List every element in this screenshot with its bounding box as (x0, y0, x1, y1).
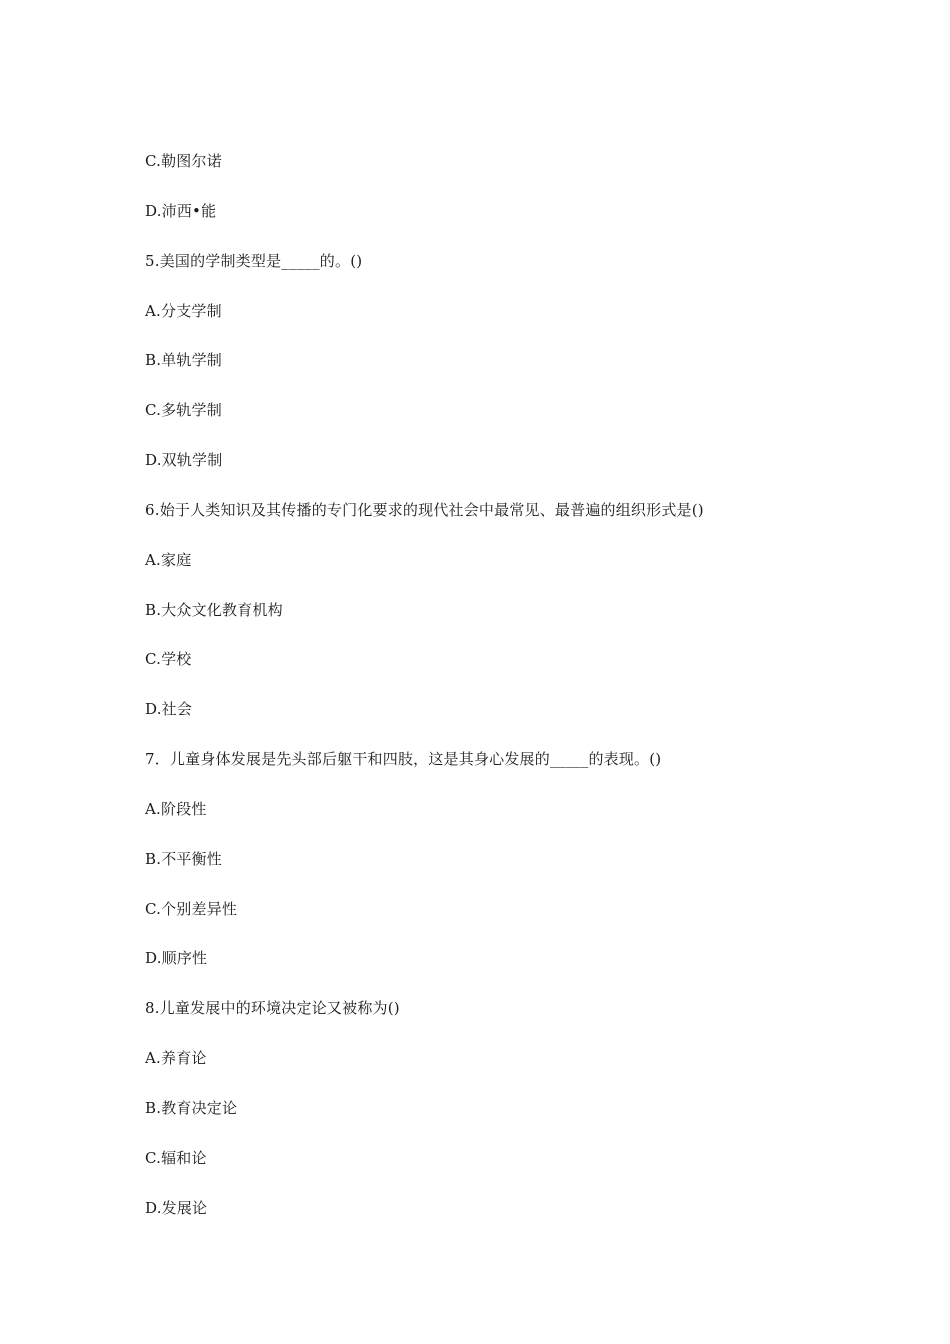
option-b-q7: B.不平衡性 (145, 850, 222, 868)
option-c-q4: C.勒图尔诺 (145, 152, 222, 170)
option-a-q6: A.家庭 (145, 551, 192, 569)
question-6: 6.始于人类知识及其传播的专门化要求的现代社会中最常见、最普遍的组织形式是() (145, 501, 704, 519)
question-8: 8.儿童发展中的环境决定论又被称为() (145, 999, 400, 1017)
option-c-q7: C.个别差异性 (145, 900, 238, 918)
option-d-q5: D.双轨学制 (145, 451, 223, 469)
option-a-q5: A.分支学制 (145, 302, 222, 320)
option-d-q7: D.顺序性 (145, 949, 208, 967)
option-d-q4: D.沛西•能 (145, 202, 217, 220)
option-a-q8: A.养育论 (145, 1049, 207, 1067)
question-7: 7．儿童身体发展是先头部后躯干和四肢，这是其身心发展的_____的表现。() (145, 750, 662, 768)
option-b-q6: B.大众文化教育机构 (145, 601, 283, 619)
option-c-q5: C.多轨学制 (145, 401, 222, 419)
option-a-q7: A.阶段性 (145, 800, 207, 818)
option-c-q8: C.辐和论 (145, 1149, 207, 1167)
option-b-q5: B.单轨学制 (145, 351, 222, 369)
option-d-q6: D.社会 (145, 700, 193, 718)
option-b-q8: B.教育决定论 (145, 1099, 238, 1117)
question-5: 5.美国的学制类型是_____的。() (145, 252, 363, 270)
option-c-q6: C.学校 (145, 650, 192, 668)
option-d-q8: D.发展论 (145, 1199, 208, 1217)
